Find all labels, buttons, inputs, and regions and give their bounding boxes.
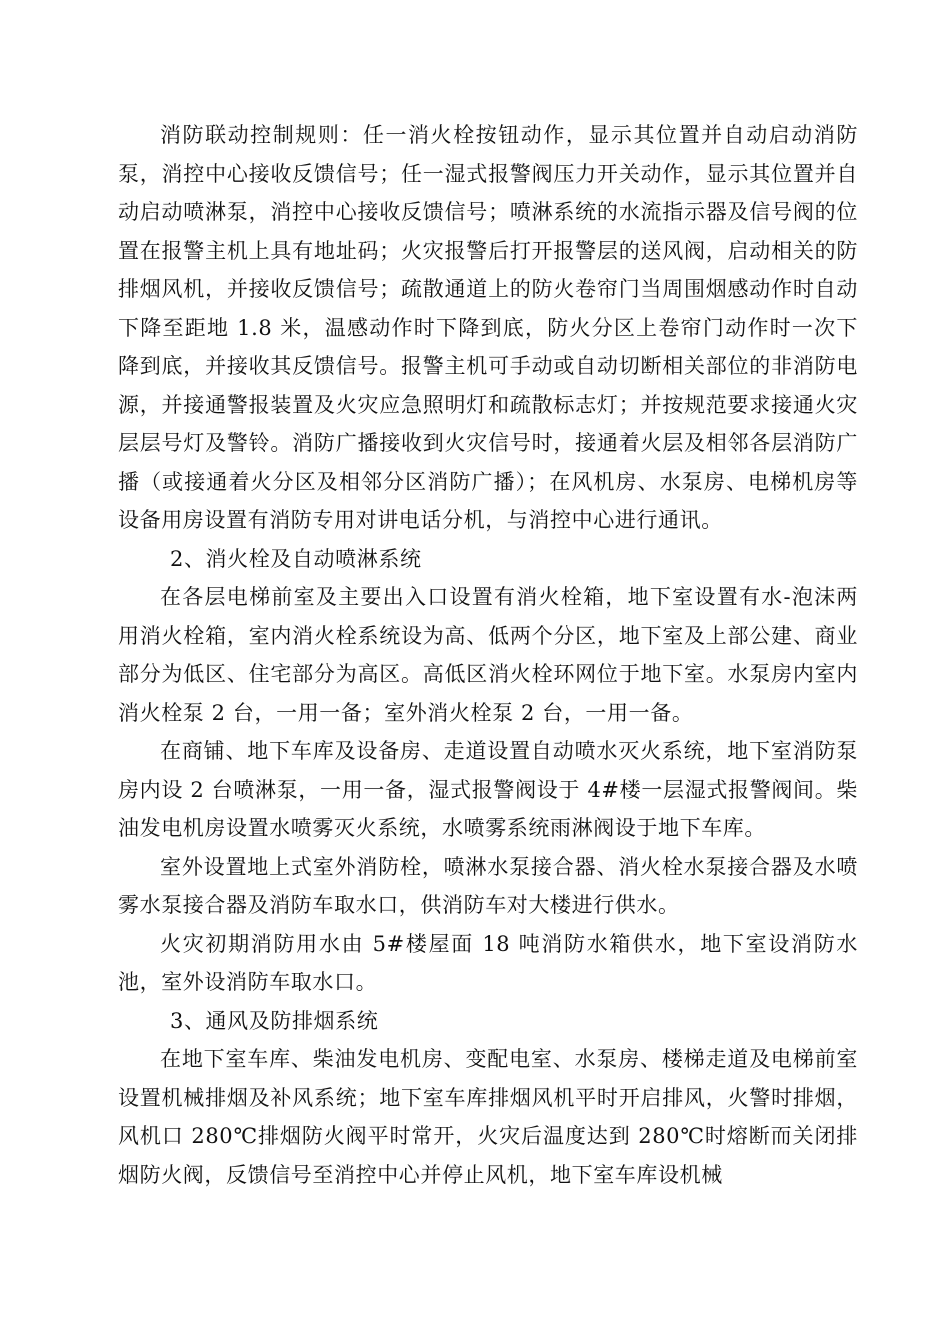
section-heading-ventilation-smoke: 3、通风及防排烟系统 bbox=[170, 1008, 379, 1033]
paragraph-water-tank: 火灾初期消防用水由 5#楼屋面 18 吨消防水箱供水，地下室设消防水池，室外设消防车取水口。 bbox=[118, 931, 858, 994]
section-heading-hydrant-sprinkler: 2、消火栓及自动喷淋系统 bbox=[170, 546, 422, 571]
paragraph-hydrant-boxes: 在各层电梯前室及主要出入口设置有消火栓箱，地下室设置有水-泡沫两用消火栓箱，室内消火栓系统设为高、低两个分区，地下室及上部公建、商业部分为低区、住宅部分为高区。高低区消火栓环网位于地下室。水泵房内室内消火栓泵 2 台，一用一备；室外消火栓泵 2 台，一用一备。 bbox=[118, 585, 858, 725]
paragraph-outdoor-hydrants: 室外设置地上式室外消防栓，喷淋水泵接合器、消火栓水泵接合器及水喷雾水泵接合器及消防车取水口，供消防车对大楼进行供水。 bbox=[118, 854, 858, 917]
paragraph-linkage-rules: 消防联动控制规则：任一消火栓按钮动作，显示其位置并自动启动消防泵，消控中心接收反馈信号；任一湿式报警阀压力开关动作，显示其位置并自动启动喷淋泵，消控中心接收反馈信号；喷淋系统的水流指示器及信号阀的位置在报警主机上具有地址码；火灾报警后打开报警层的送风阀，启动相关的防排烟风机，并接收反馈信号；疏散通道上的防火卷帘门当周围烟感动作时自动下降至距地 1.8 米，温感动作时下降到底，防火分区上卷帘门动作时一次下降到底，并接收其反馈信号。报警主机可手动或自动切断相关部位的非消防电源，并接通警报装置及火灾应急照明灯和疏散标志灯；并按规范要求接通火灾层层号灯及警铃。消防广播接收到火灾信号时，接通着火层及相邻各层消防广播（或接通着火分区及相邻分区消防广播）；在风机房、水泵房、电梯机房等设备用房设置有消防专用对讲电话分机，与消控中心进行通讯。 bbox=[118, 123, 858, 532]
paragraph-sprinkler-system: 在商铺、地下车库及设备房、走道设置自动喷水灭火系统，地下室消防泵房内设 2 台喷淋泵，一用一备，湿式报警阀设于 4#楼一层湿式报警阀间。柴油发电机房设置水喷雾灭火系统，水喷雾系统雨淋阀设于地下车库。 bbox=[118, 739, 858, 840]
document-body bbox=[118, 116, 858, 1194]
paragraph-smoke-exhaust: 在地下室车库、柴油发电机房、变配电室、水泵房、楼梯走道及电梯前室设置机械排烟及补风系统；地下室车库排烟风机平时开启排风，火警时排烟，风机口 280℃排烟防火阀平时常开，火灾后温度达到 280℃时熔断而关闭排烟防火阀，反馈信号至消控中心并停止风机，地下室车库设机械 bbox=[118, 1047, 858, 1187]
